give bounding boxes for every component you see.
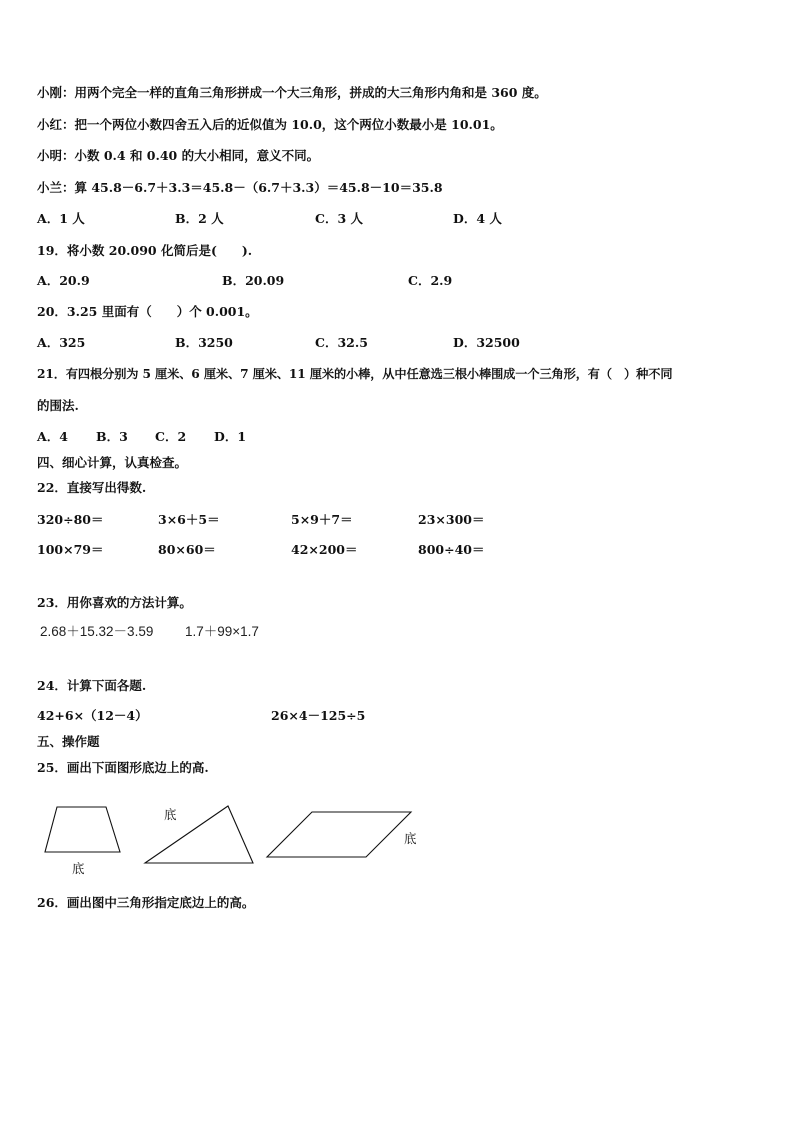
q21-option-d[interactable]: D．1 xyxy=(214,429,247,444)
statement-xiaolan: 小兰：算 45.8－6.7＋3.3＝45.8－（6.7＋3.3）＝45.8－10＝35.8 xyxy=(37,180,443,195)
q26-stem: 26．画出图中三角形指定底边上的高。 xyxy=(37,895,255,910)
q19-option-b[interactable]: B．20.09 xyxy=(222,273,285,288)
q18-option-b[interactable]: B．2 人 xyxy=(175,211,224,226)
q23-stem: 23．用你喜欢的方法计算。 xyxy=(37,595,192,610)
statement-xiaoming: 小明：小数 0.4 和 0.40 的大小相同，意义不同。 xyxy=(37,148,320,163)
section-4-heading: 四、细心计算，认真检查。 xyxy=(37,455,188,470)
q22-expr-1: 320÷80＝ xyxy=(37,512,104,527)
trapezoid-base-label: 底 xyxy=(72,861,85,876)
q21-option-a[interactable]: A．4 xyxy=(37,429,68,444)
q23-expr-1: 2.68＋15.32－3.59 xyxy=(40,624,154,639)
q19-stem: 19．将小数 20.090 化简后是( ). xyxy=(37,243,253,258)
parallelogram-base-label: 底 xyxy=(404,831,417,846)
triangle-shape xyxy=(145,806,253,863)
q20-option-d[interactable]: D．32500 xyxy=(453,335,520,350)
q22-expr-4: 23×300＝ xyxy=(418,512,485,527)
triangle-base-label: 底 xyxy=(164,807,177,822)
q20-stem: 20．3.25 里面有（ ）个 0.001。 xyxy=(37,304,258,319)
q20-option-c[interactable]: C．32.5 xyxy=(315,335,368,350)
parallelogram-shape xyxy=(267,812,411,857)
q22-expr-6: 80×60＝ xyxy=(158,542,216,557)
q21-option-b[interactable]: B．3 xyxy=(96,429,128,444)
q21-option-c[interactable]: C．2 xyxy=(155,429,187,444)
q18-option-a[interactable]: A．1 人 xyxy=(37,211,85,226)
q23-expr-2: 1.7＋99×1.7 xyxy=(185,624,259,639)
q22-expr-8: 800÷40＝ xyxy=(418,542,485,557)
statement-xiaohong: 小红：把一个两位小数四舍五入后的近似值为 10.0，这个两位小数最小是 10.01。 xyxy=(37,117,503,132)
q25-stem: 25．画出下面图形底边上的高. xyxy=(37,760,209,775)
q21-stem-line1: 21．有四根分别为 5 厘米、6 厘米、7 厘米、11 厘米的小棒，从中任意选三根小棒围成一个三角形，有（ ）种不同 xyxy=(37,367,673,381)
q24-stem: 24．计算下面各题. xyxy=(37,678,147,693)
q19-option-c[interactable]: C．2.9 xyxy=(408,273,453,288)
q22-expr-5: 100×79＝ xyxy=(37,542,104,557)
q19-option-a[interactable]: A．20.9 xyxy=(37,273,90,288)
q24-expr-2: 26×4－125÷5 xyxy=(271,708,366,723)
q18-option-c[interactable]: C．3 人 xyxy=(315,211,363,226)
q22-stem: 22．直接写出得数. xyxy=(37,480,147,495)
q22-expr-7: 42×200＝ xyxy=(291,542,358,557)
q18-option-d[interactable]: D．4 人 xyxy=(453,211,502,226)
section-5-heading: 五、操作题 xyxy=(37,734,100,749)
q20-option-a[interactable]: A．325 xyxy=(37,335,86,350)
q22-expr-3: 5×9＋7＝ xyxy=(291,512,353,527)
q20-option-b[interactable]: B．3250 xyxy=(175,335,233,350)
trapezoid-shape xyxy=(45,807,120,852)
q24-expr-1: 42+6×（12－4） xyxy=(37,708,148,723)
q21-stem-line2: 的围法. xyxy=(37,398,79,413)
statement-xiaogang: 小刚：用两个完全一样的直角三角形拼成一个大三角形，拼成的大三角形内角和是 360 度。 xyxy=(37,85,547,100)
q22-expr-2: 3×6＋5＝ xyxy=(158,512,220,527)
